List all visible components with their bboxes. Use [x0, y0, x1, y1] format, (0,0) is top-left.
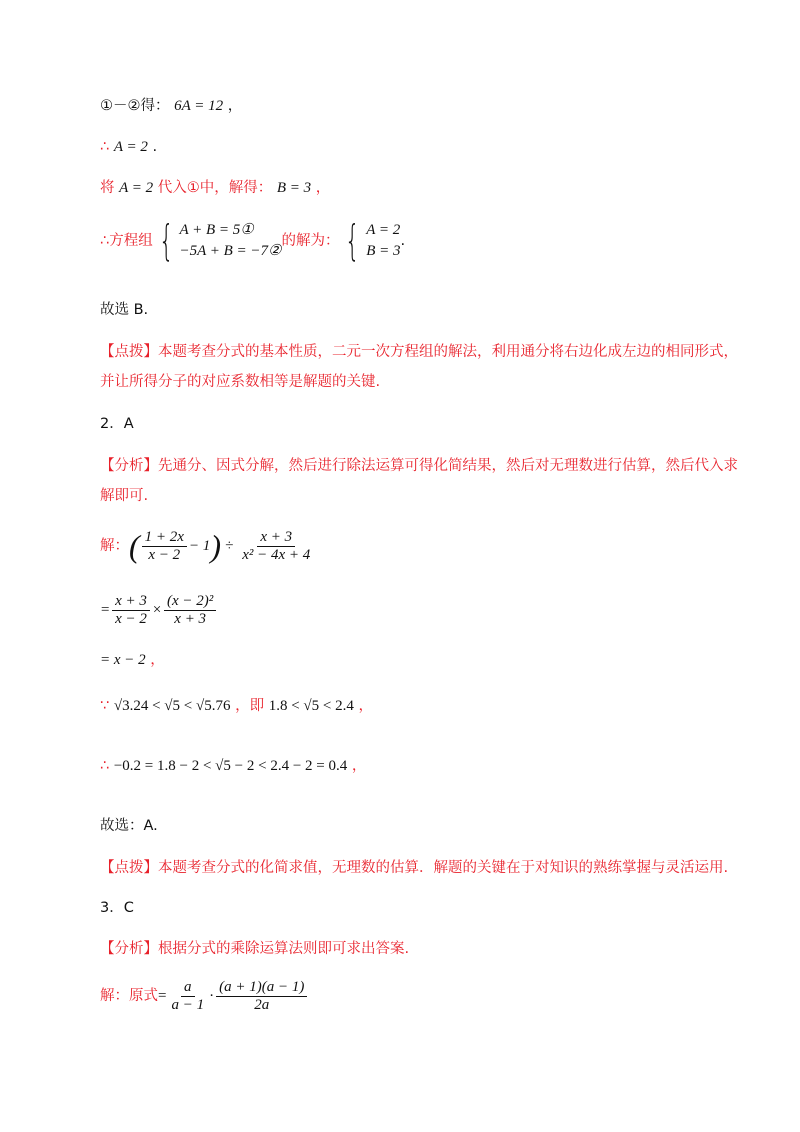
step-a-value	[100, 137, 157, 157]
analysis-paragraph: 【分析】根据分式的乘除运算法则即可求出答案.	[100, 941, 410, 957]
text: 的解为：	[281, 233, 340, 249]
simplify-step	[100, 590, 218, 630]
because-symbol: ∵	[100, 698, 110, 714]
denominator: a − 1	[171, 996, 205, 1013]
therefore-symbol: ∴	[100, 139, 110, 155]
equation: A = 2	[113, 139, 148, 155]
paren-left: (	[129, 528, 140, 564]
inequality: √3.24 < √5 < √5.76	[113, 698, 231, 714]
equation: A = 2	[366, 222, 401, 238]
text: ，即	[235, 698, 265, 714]
denominator: 2a	[254, 996, 270, 1013]
fraction	[142, 529, 187, 564]
numerator: (x − 2)²	[164, 593, 216, 611]
solution-system	[366, 220, 400, 262]
punct: ，	[227, 98, 243, 114]
equation: −5A + B = −7②	[179, 243, 282, 259]
equation: B = 3	[276, 180, 312, 196]
numerator: x + 3	[257, 529, 295, 547]
term: − 1	[188, 538, 211, 554]
denominator: x² − 4x + 4	[242, 546, 311, 563]
operator: ·	[209, 988, 215, 1004]
step-label: ①－②得：	[100, 98, 170, 114]
fraction	[112, 593, 150, 628]
denominator: x − 2	[115, 610, 147, 627]
brace-icon: {	[158, 216, 174, 265]
operator: =	[158, 988, 167, 1004]
therefore-symbol: ∴	[100, 758, 110, 774]
tip-paragraph: 【点拨】本题考查分式的化简求值，无理数的估算．解题的关键在于对知识的熟练掌握与灵活运用.	[100, 860, 729, 876]
analysis-paragraph: 解即可.	[100, 488, 149, 504]
answer-choice: 故选 B.	[100, 302, 149, 318]
text: 将	[100, 180, 115, 196]
equation: A = 2	[119, 180, 154, 196]
analysis-paragraph: 【分析】先通分、因式分解，然后进行除法运算可得化简结果，然后对无理数进行估算，然后代入求	[100, 458, 738, 474]
expression	[129, 529, 315, 564]
fraction	[164, 593, 216, 628]
tip-paragraph: 并让所得分子的对应系数相等是解题的关键.	[100, 374, 381, 390]
numerator: 1 + 2x	[142, 529, 187, 547]
solution-expression	[100, 526, 315, 566]
punct: .	[400, 233, 406, 249]
inequality: 1.8 < √5 < 2.4	[268, 698, 354, 714]
equation: = x − 2	[100, 652, 146, 668]
numerator: (a + 1)(a − 1)	[216, 979, 307, 997]
step-system-solution	[100, 218, 405, 264]
numerator: a	[181, 979, 195, 997]
denominator: x + 3	[174, 610, 207, 627]
punct: ，	[358, 698, 373, 714]
solution-label: 解：原式	[100, 988, 158, 1004]
punct: ，	[351, 758, 367, 774]
fraction	[216, 979, 307, 1014]
solution-expression	[100, 976, 309, 1016]
result-step	[100, 650, 165, 670]
equation: A + B = 5①	[179, 222, 254, 238]
range-step	[100, 756, 366, 776]
step-substitute	[100, 178, 330, 198]
paren-right: )	[210, 528, 221, 564]
fraction	[168, 979, 207, 1014]
equation-system	[179, 220, 281, 262]
operator: ×	[151, 602, 163, 618]
question-heading: 2．A	[100, 416, 134, 432]
text: 代入①中，解得：	[157, 180, 273, 196]
equation: B = 3	[366, 243, 401, 259]
estimate-step	[100, 696, 373, 716]
numerator: x + 3	[112, 593, 150, 611]
fraction	[239, 529, 313, 564]
solution-label: 解：	[100, 538, 129, 554]
text: ∴方程组	[100, 233, 153, 249]
brace-icon: {	[345, 216, 361, 265]
punct: .	[152, 139, 158, 155]
inequality: −0.2 = 1.8 − 2 < √5 − 2 < 2.4 − 2 = 0.4	[113, 758, 348, 774]
tip-paragraph: 【点拨】本题考查分式的基本性质，二元一次方程组的解法，利用通分将右边化成左边的相同形式，	[100, 344, 738, 360]
operator: =	[100, 602, 111, 618]
answer-choice: 故选：A.	[100, 818, 158, 834]
step-subtract	[100, 96, 242, 116]
equation: 6A = 12	[174, 98, 224, 114]
operator: ÷	[224, 538, 234, 554]
denominator: x − 2	[148, 546, 181, 563]
punct: ，	[315, 180, 331, 196]
question-heading: 3．C	[100, 900, 134, 916]
punct: ，	[150, 652, 165, 668]
